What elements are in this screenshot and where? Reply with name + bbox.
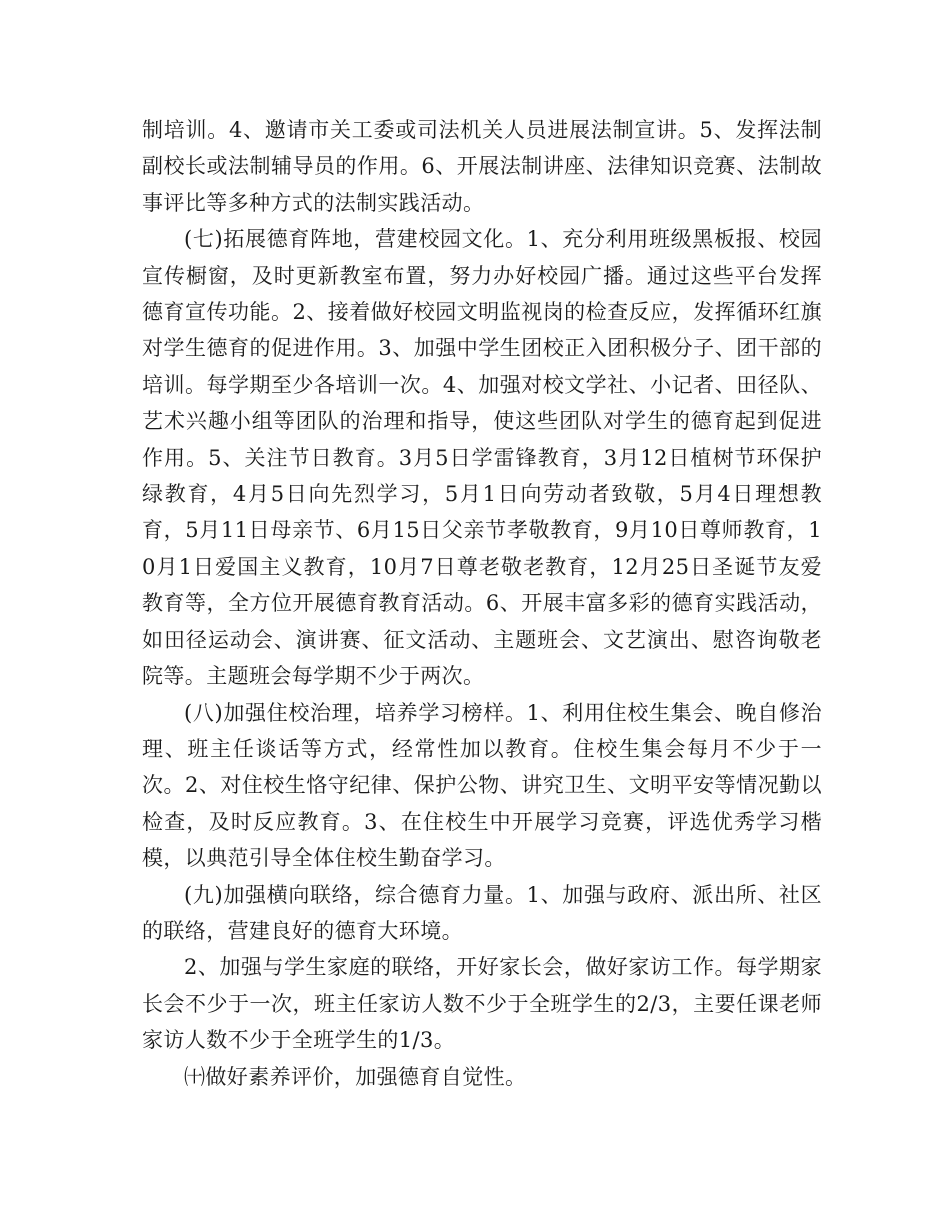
paragraph-section-9-liaison: (九)加强横向联络，综合德育力量。1、加强与政府、派出所、社区的联络，营建良好的德育大环境。 [142,882,822,943]
paragraph-legal-education-end: 制培训。4、邀请市关工委或司法机关人员进展法制宣讲。5、发挥法制副校长或法制辅导员的作用。6、开展法制讲座、法律知识竞赛、法制故事评比等多种方式的法制实践活动。 [142,118,822,215]
paragraph-section-10-evaluation: ㈩做好素养评价，加强德育自觉性。 [184,1064,527,1089]
paragraph-family-liaison: 2、加强与学生家庭的联络，开好家长会，做好家访工作。每学期家长会不少于一次，班主任家访人数不少于全班学生的2/3，主要任课老师家访人数不少于全班学生的1/3。 [142,955,822,1053]
document-page [142,112,822,1095]
paragraph-section-8-boarding-management: (八)加强住校治理，培养学习榜样。1、利用住校生集会、晚自修治理、班主任谈话等方式，经常性加以教育。住校生集会每月不少于一次。2、对住校生恪守纪律、保护公物、讲究卫生、文明平安等情况勤以检查，及时反应教育。3、在住校生中开展学习竞赛，评选优秀学习楷模，以典范引导全体住校生勤奋学习。 [142,700,822,871]
paragraph-section-7-campus-culture: (七)拓展德育阵地，营建校园文化。1、充分利用班级黑板报、校园宣传橱窗，及时更新教室布置，努力办好校园广播。通过这些平台发挥德育宣传功能。2、接着做好校园文明监视岗的检查反应，发挥循环红旗对学生德育的促进作用。3、加强中学生团校正入团积极分子、团干部的培训。每学期至少各培训一次。4、加强对校文学社、小记者、田径队、艺术兴趣小组等团队的治理和指导，使这些团队对学生的德育起到促进作用。5、关注节日教育。3月5日学雷锋教育，3月12日植树节环保护绿教育，4月5日向先烈学习，5月1日向劳动者致敬，5月4日理想教育，5月11日母亲节、6月15日父亲节孝敬教育，9月10日尊师教育，10月1日爱国主义教育，10月7日尊老敬老教育，12月25日圣诞节友爱教育等，全方位开展德育教育活动。6、开展丰富多彩的德育实践活动，如田径运动会、演讲赛、征文活动、主题班会、文艺演出、慰咨询敬老院等。主题班会每学期不少于两次。 [142,227,822,689]
